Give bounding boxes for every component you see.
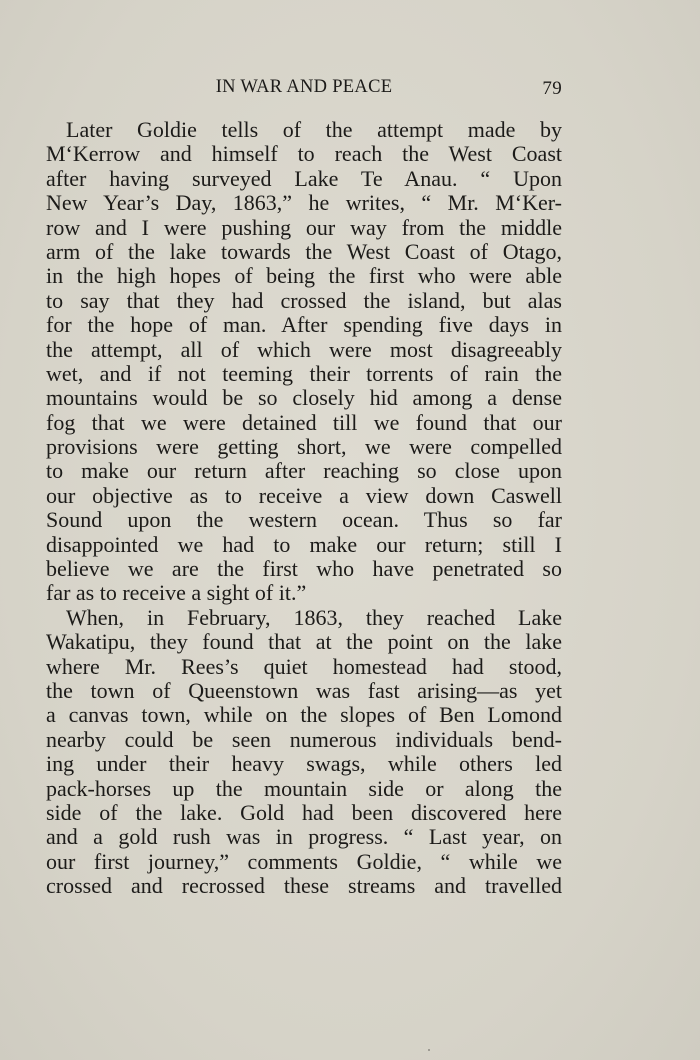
- text-line: our objective as to receive a view down Caswell: [46, 482, 562, 508]
- text-line: row and I were pushing our way from the middle: [46, 214, 562, 240]
- paragraph: [46, 118, 562, 606]
- page-number: 79: [542, 78, 562, 99]
- text-line: a canvas town, while on the slopes of Ben Lomond: [46, 702, 562, 728]
- text-line: believe we are the first who have penetrated so: [46, 556, 562, 582]
- text-line: far as to receive a sight of it.”: [46, 580, 307, 606]
- text-line: M‘Kerrow and himself to reach the West Coast: [46, 141, 562, 167]
- text-line: arm of the lake towards the West Coast of Otago,: [46, 238, 562, 264]
- text-line: disappointed we had to make our return; still I: [46, 531, 562, 557]
- paper-speck: [428, 1049, 430, 1051]
- text-line: our first journey,” comments Goldie, “ while we: [46, 848, 562, 874]
- text-line: fog that we were detained till we found that our: [46, 409, 562, 435]
- text-line: for the hope of man. After spending five days in: [46, 312, 562, 338]
- text-line: nearby could be seen numerous individuals bend-: [46, 726, 562, 752]
- text-line: Wakatipu, they found that at the point on the lake: [46, 629, 562, 655]
- running-title: IN WAR AND PEACE: [215, 77, 393, 97]
- text-line: New Year’s Day, 1863,” he writes, “ Mr. M‘Ker-: [46, 190, 562, 216]
- text-line: When, in February, 1863, they reached Lake: [66, 604, 562, 630]
- running-head: [46, 77, 562, 103]
- text-line: ing under their heavy swags, while others led: [46, 751, 562, 777]
- text-line: pack-horses up the mountain side or along the: [46, 775, 562, 801]
- body-text: [46, 118, 562, 899]
- text-line: mountains would be so closely hid among a dense: [46, 385, 562, 411]
- text-line: side of the lake. Gold had been discovered here: [46, 799, 562, 825]
- text-line: provisions were getting short, we were compelled: [46, 434, 562, 460]
- text-line: the attempt, all of which were most disagreeably: [46, 336, 562, 362]
- text-line: and a gold rush was in progress. “ Last year, on: [46, 824, 562, 850]
- text-line: where Mr. Rees’s quiet homestead had stood,: [46, 653, 562, 679]
- paragraph: [46, 606, 562, 899]
- text-line: after having surveyed Lake Te Anau. “ Upon: [46, 165, 562, 191]
- text-line: to say that they had crossed the island, but alas: [46, 287, 562, 313]
- text-line: crossed and recrossed these streams and travelled: [46, 873, 562, 899]
- text-line: wet, and if not teeming their torrents of rain the: [46, 360, 562, 386]
- text-line: to make our return after reaching so close upon: [46, 458, 562, 484]
- text-line: in the high hopes of being the first who were able: [46, 263, 562, 289]
- text-line: Sound upon the western ocean. Thus so far: [46, 507, 562, 533]
- text-line: the town of Queenstown was fast arising—as yet: [46, 677, 562, 703]
- text-line: Later Goldie tells of the attempt made by: [66, 117, 562, 142]
